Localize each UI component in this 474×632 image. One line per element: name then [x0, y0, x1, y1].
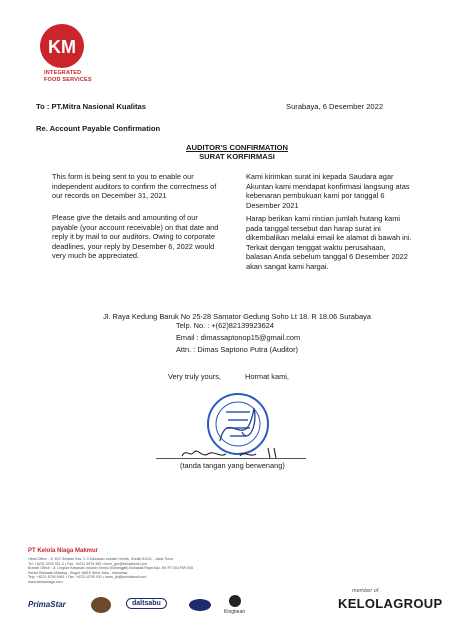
text-line: This form is being sent to you to enable our	[52, 172, 194, 181]
footer-address	[28, 557, 268, 585]
logo-tagline	[44, 70, 104, 83]
text-line: payable (your account receivable) on that date and	[52, 222, 219, 232]
text-line: our records on December 31, 2021	[52, 191, 167, 201]
reply-address: Jl. Raya Kedung Baruk No 25-28 Samator Gedung Soho Lt 18. R 18.06 Surabaya	[103, 312, 371, 321]
signature-line	[156, 458, 306, 459]
english-paragraph-1	[52, 172, 252, 201]
closing-id: Hormat kami,	[245, 372, 289, 381]
brand-badge-icon	[90, 596, 112, 614]
indonesian-paragraph-1	[246, 172, 456, 210]
english-paragraph-2	[52, 213, 252, 261]
text-line: pada tanggal tersebut dan harap surat ini	[246, 223, 381, 233]
text-line: Desember 2021	[246, 200, 299, 210]
text-line: Harap berikan kami rincian jumlah hutang kami	[246, 214, 401, 223]
subject-line: Re. Account Payable Confirmation	[36, 124, 161, 133]
text-line: very much be appreciated.	[52, 251, 140, 261]
brand-oval-icon	[188, 598, 212, 612]
footer-line: Sentul Bahasak Madang - Bogor 16810 West Java - Indonesia	[28, 570, 128, 575]
logo-text: KM	[48, 37, 76, 57]
reply-phone: Telp. No. : +(62)82139923624	[176, 321, 274, 330]
recipient: To : PT.Mitra Nasional Kualitas	[36, 102, 146, 111]
text-line: dikembalikan melalui email ke alamat di bawah ini.	[246, 233, 412, 243]
text-line: deadlines, your reply by Desember 6, 2022 would	[52, 241, 215, 251]
kingbean-shape	[228, 594, 242, 608]
member-of-label: member of	[352, 588, 379, 594]
reply-email[interactable]: Email : dimassaptonop15@gmail.com	[176, 333, 301, 342]
text-line: reply it by mail to our auditors. Owing to corporate	[52, 232, 216, 242]
text-line: Terkait dengan tenggat waktu perusahaan,	[246, 242, 386, 252]
footer-line: Head Office : JI. KIG Selatan Kav. C-3 Kawasan Industri Gresik, Gresik 61121 - Jawa Timur	[28, 557, 174, 561]
text-line: akan sangat kami hargai.	[246, 261, 329, 271]
footer-company: PT Kelola Niaga Makmur	[28, 548, 99, 554]
brand-kingbean: Kingbean	[224, 609, 246, 615]
text-line: Please give the details and amounting of our	[52, 213, 198, 222]
brand-primastar: PrimaStar	[28, 600, 66, 609]
text-line: kebenaran pembukuan kami por tanggal 6	[246, 191, 385, 201]
brand-daltsabu: daltsabu	[126, 598, 167, 609]
logo-tagline-line: FOOD SERVICES	[44, 76, 92, 83]
footer-line: www.kelolaniaga.com	[28, 579, 63, 584]
title-en: AUDITOR'S CONFIRMATION	[186, 143, 288, 152]
closing-en: Very truly yours,	[168, 372, 221, 381]
signature-caption: (tanda tangan yang berwenang)	[180, 461, 285, 470]
letter-date: Surabaya, 6 Desember 2022	[286, 102, 384, 111]
brand-badge-shape	[90, 596, 112, 614]
footer-line: Branch Office : Jl. Lingkar Kawasan Industri Sentul (Karangjati) Bahasak Raya Kav. KK RT 004 RW 006	[28, 566, 194, 571]
brand-oval-shape	[188, 598, 212, 612]
footer-line: Tel. +6231 3976 351-3 • Fax. +6231 3976 350 • kmm_grs@kelolafood.com	[28, 561, 148, 566]
text-line: Akuntan kami mendapat konfirmasi langsung atas	[246, 181, 410, 191]
letter-title-id: SURAT KORFIRMASI	[199, 152, 275, 161]
indonesian-paragraph-2	[246, 214, 456, 272]
text-line: independent auditors to confirm the correctness of	[52, 181, 217, 191]
text-line: balasan Anda sebelum tanggal 6 Desember 2022	[246, 252, 408, 262]
reply-attention: Attn. : Dimas Saptono Putra (Auditor)	[176, 345, 298, 354]
text-line: Kami kirimkan surat ini kepada Saudara agar	[246, 172, 394, 181]
footer-line: Telp. +6221 8795 5961 • Fax. +6221 8795 931 • kmm_jkt@kelolafood.com	[28, 575, 147, 580]
logo-tagline-line: INTEGRATED	[44, 70, 82, 76]
letter-title	[0, 143, 474, 152]
group-logo: KELOLAGROUP	[338, 596, 443, 611]
kingbean-icon	[228, 594, 242, 608]
